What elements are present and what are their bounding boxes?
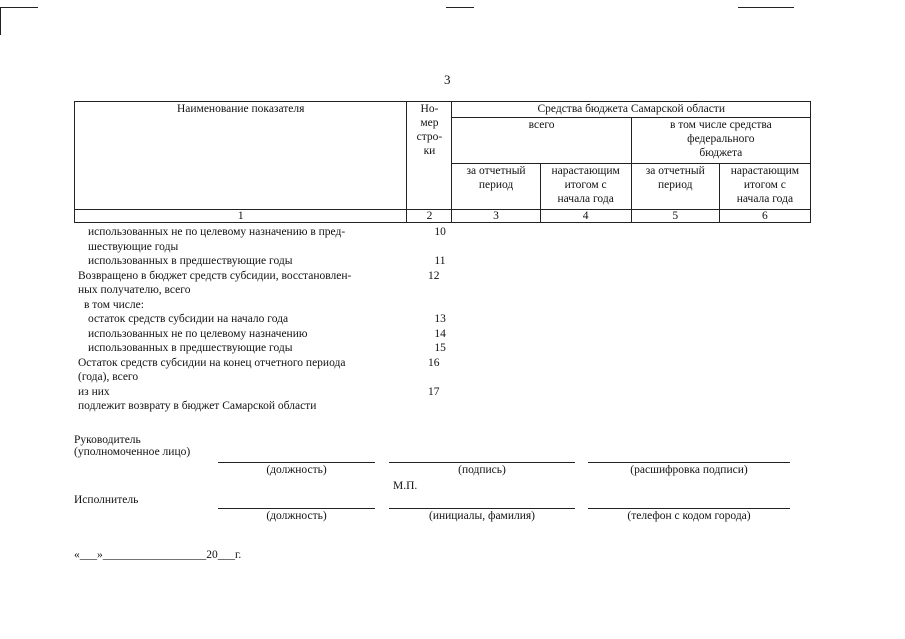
col-number: 4	[540, 210, 631, 223]
header-indicator-name: Наименование показателя	[75, 102, 407, 210]
indicator-rows	[74, 225, 474, 414]
signature-line	[389, 508, 575, 509]
head-label: Руководитель (уполномоченное лицо)	[74, 434, 191, 458]
executor-label: Исполнитель	[74, 494, 139, 506]
row-label: Остаток средств субсидии на конец отчетного периода	[78, 356, 346, 369]
row-number: 17	[428, 385, 440, 398]
table-row	[74, 312, 474, 327]
row-label: Возвращено в бюджет средств субсидии, восстановлен-	[78, 269, 352, 282]
signature-line	[218, 508, 375, 509]
col-number: 2	[407, 210, 452, 223]
date-line: «___»__________________20___г.	[74, 549, 242, 561]
row-label: подлежит возврату в бюджет Самарской области	[78, 400, 317, 412]
row-number: 10	[434, 226, 446, 238]
row-number: 12	[428, 269, 440, 282]
col-number: 3	[452, 210, 540, 223]
scan-artifact	[446, 7, 474, 8]
row-label: остаток средств субсидии на начало года	[88, 313, 289, 325]
row-label: в том числе:	[84, 298, 144, 311]
table-row	[74, 298, 474, 313]
table-row	[74, 341, 474, 356]
row-label: использованных в предшествующие годы	[88, 342, 293, 354]
signature-line	[218, 462, 375, 463]
row-label: из них	[78, 385, 110, 398]
row-label: использованных не по целевому назначению в пред-	[88, 226, 346, 238]
stamp-label: М.П.	[393, 480, 418, 492]
initials-caption: (инициалы, фамилия)	[428, 510, 536, 522]
header-federal: в том числе средства федерального бюджета	[631, 118, 810, 164]
phone-caption: (телефон с кодом города)	[627, 510, 751, 522]
row-number: 11	[434, 255, 446, 267]
header-row-number: Но- мер стро- ки	[407, 102, 452, 210]
header-budget: Средства бюджета Самарской области	[452, 102, 811, 118]
signature-caption: (подпись)	[458, 464, 506, 476]
row-label: использованных не по целевому назначению	[88, 327, 308, 340]
signature-line	[389, 462, 575, 463]
header-cumulative: нарастающим итогом с начала года	[540, 164, 631, 210]
header-cumulative-federal: нарастающим итогом с начала года	[719, 164, 810, 210]
row-number: 15	[434, 342, 446, 354]
table-row	[74, 399, 474, 414]
row-label: использованных в предшествующие годы	[88, 255, 293, 267]
header-total: всего	[452, 118, 631, 164]
row-number: 16	[428, 356, 440, 369]
page-number: 3	[444, 72, 451, 87]
signature-line	[588, 508, 790, 509]
table-row: использованных не по целевому назначению в пред- шествующие годы 10	[74, 225, 474, 254]
col-number: 6	[719, 210, 810, 223]
col-number: 1	[75, 210, 407, 223]
table-row	[74, 327, 474, 342]
header-period-federal: за отчетный период	[631, 164, 719, 210]
header-period: за отчетный период	[452, 164, 540, 210]
position-caption: (должность)	[266, 510, 327, 522]
table-row	[74, 254, 474, 269]
table-row	[74, 385, 474, 400]
row-number: 14	[434, 327, 446, 340]
table-row: Возвращено в бюджет средств субсидии, восстановлен- ных получателю, всего 12	[74, 269, 474, 298]
header-table	[74, 101, 811, 223]
scan-artifact	[738, 7, 794, 8]
row-number: 13	[434, 313, 446, 325]
row-number	[414, 399, 468, 414]
table-row: Остаток средств субсидии на конец отчетного периода (года), всего 16	[74, 356, 474, 385]
position-caption: (должность)	[266, 464, 327, 476]
scan-artifact	[0, 7, 38, 8]
scan-artifact	[0, 7, 1, 35]
col-number: 5	[631, 210, 719, 223]
decoding-caption: (расшифровка подписи)	[630, 464, 748, 476]
row-number	[420, 298, 474, 313]
signature-line	[588, 462, 790, 463]
